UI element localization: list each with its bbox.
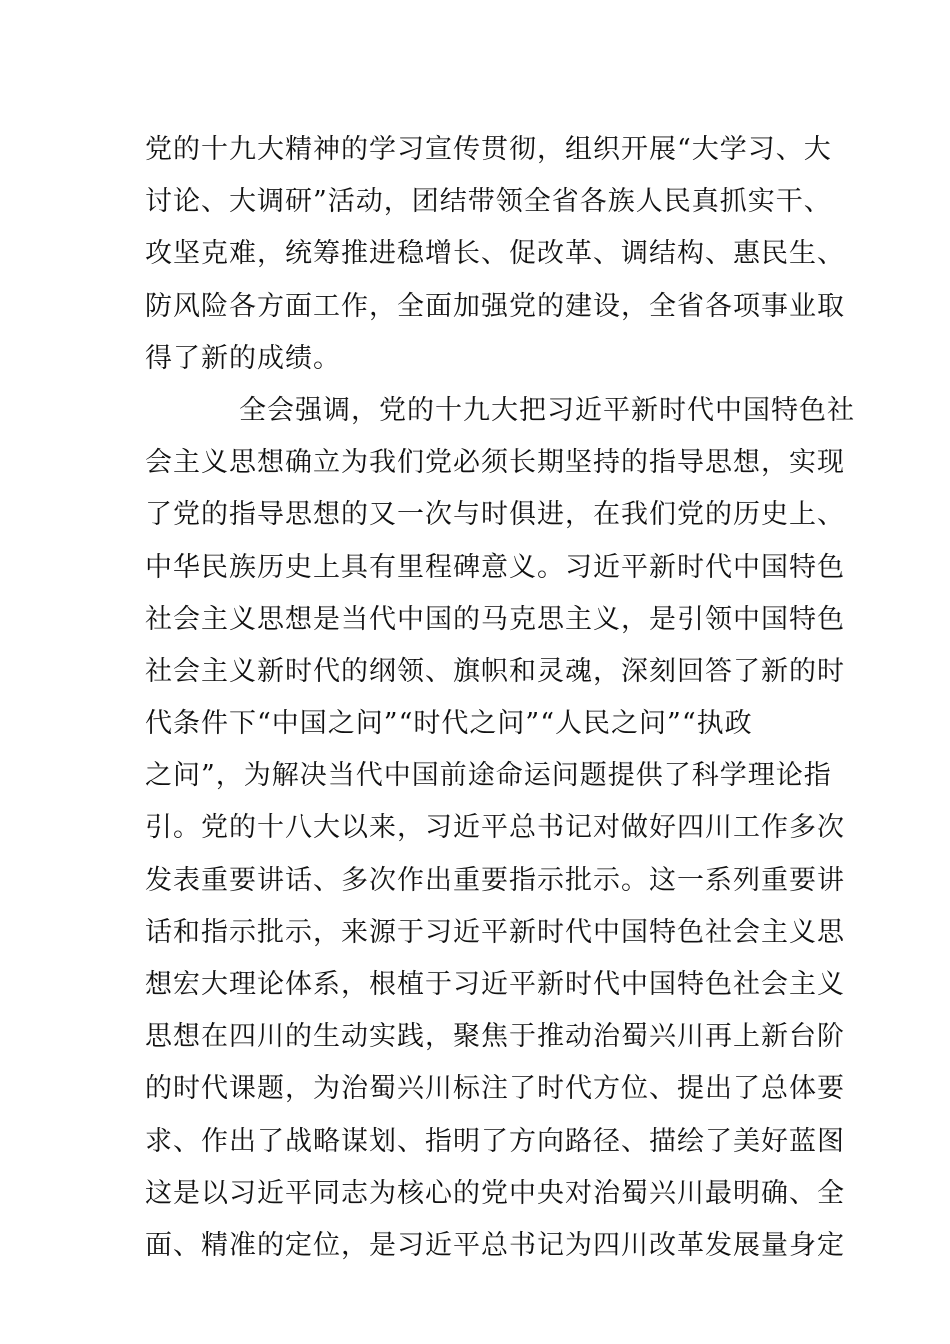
text-line: 攻坚克难，统筹推进稳增长、促改革、调结构、惠民生、 (145, 238, 845, 270)
text-line: 中华民族历史上具有里程碑意义。习近平新时代中国特色 (145, 551, 845, 583)
text-line: 全会强调，党的十九大把习近平新时代中国特色社 (239, 394, 855, 426)
text-line: 引。党的十八大以来，习近平总书记对做好四川工作多次 (145, 812, 845, 844)
text-line: 的时代课题，为治蜀兴川标注了时代方位、提出了总体要 (145, 1073, 845, 1105)
text-line: 话和指示批示，来源于习近平新时代中国特色社会主义思 (145, 916, 845, 948)
text-line: 这是以习近平同志为核心的党中央对治蜀兴川最明确、全 (145, 1177, 845, 1209)
text-line: 之问”，为解决当代中国前途命运问题提供了科学理论指 (145, 760, 832, 792)
text-line: 党的十九大精神的学习宣传贯彻，组织开展“大学习、大 (145, 134, 832, 165)
text-line: 社会主义新时代的纲领、旗帜和灵魂，深刻回答了新的时 (145, 655, 845, 687)
text-line: 讨论、大调研”活动，团结带领全省各族人民真抓实干、 (145, 186, 832, 218)
text-line: 面、精准的定位，是习近平总书记为四川改革发展量身定 (145, 1229, 845, 1261)
text-line: 防风险各方面工作，全面加强党的建设，全省各项事业取 (145, 290, 845, 322)
text-line: 求、作出了战略谋划、指明了方向路径、描绘了美好蓝图 (145, 1125, 845, 1157)
text-line: 得了新的成绩。 (145, 342, 341, 374)
text-line: 会主义思想确立为我们党必须长期坚持的指导思想，实现 (145, 447, 845, 479)
text-line: 社会主义思想是当代中国的马克思主义，是引领中国特色 (145, 603, 845, 635)
text-line: 了党的指导思想的又一次与时俱进，在我们党的历史上、 (145, 499, 845, 531)
body-text (145, 124, 855, 1272)
text-line: 发表重要讲话、多次作出重要指示批示。这一系列重要讲 (145, 864, 845, 896)
text-line: 代条件下“中国之问”“时代之问”“人民之问”“执政 (145, 708, 753, 740)
text-line: 想宏大理论体系，根植于习近平新时代中国特色社会主义 (145, 969, 845, 1000)
text-line: 思想在四川的生动实践，聚焦于推动治蜀兴川再上新台阶 (145, 1021, 845, 1053)
